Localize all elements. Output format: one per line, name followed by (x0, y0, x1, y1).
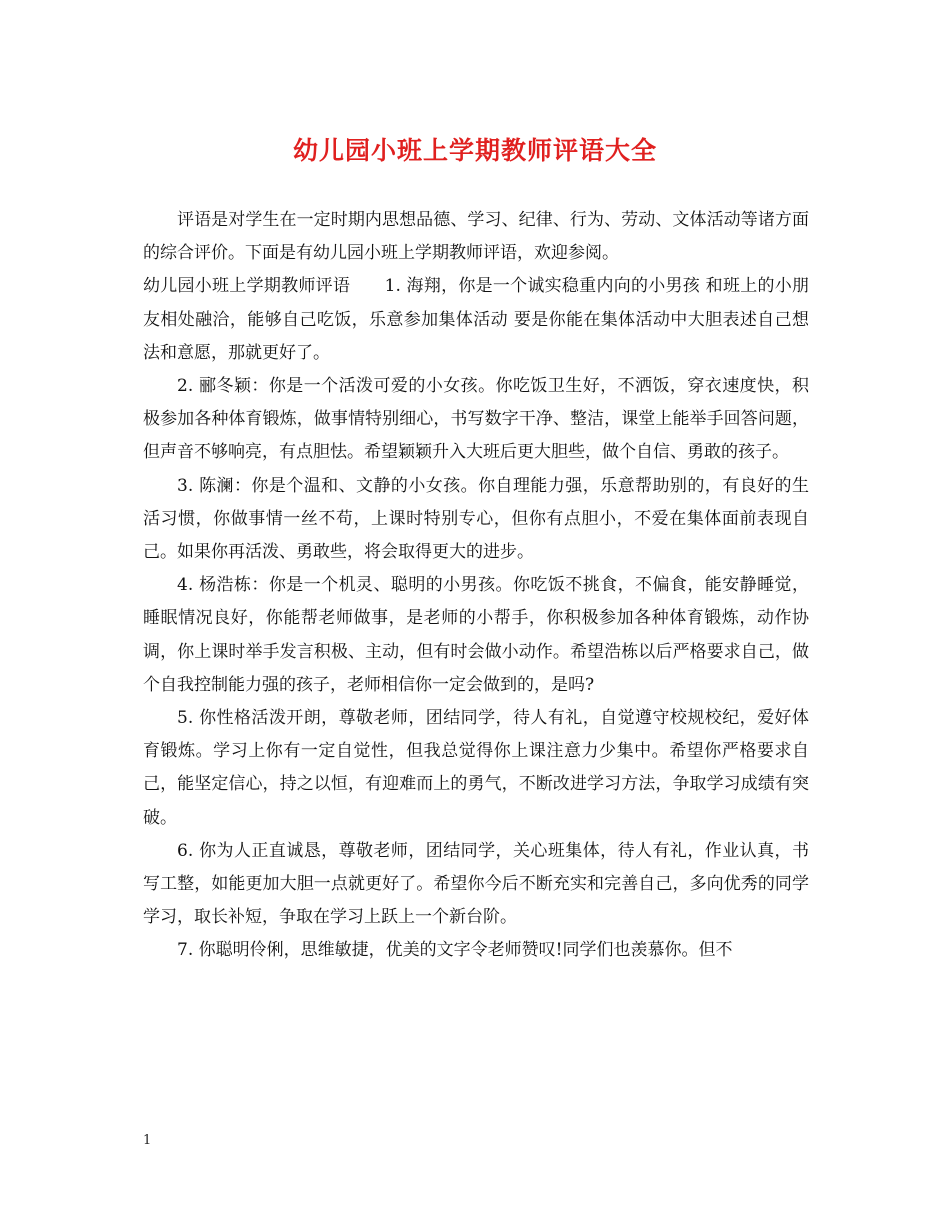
paragraph-comment-4: 4. 杨浩栋：你是一个机灵、聪明的小男孩。你吃饭不挑食，不偏食，能安静睡觉，睡眠情况良好，你能帮老师做事，是老师的小帮手，你积极参加各种体育锻炼，动作协调，你上课时举手发言积极、主动，但有时会做小动作。希望浩栋以后严格要求自己，做个自我控制能力强的孩子，老师相信你一定会做到的，是吗? (143, 575, 809, 695)
paragraph-comment-3: 3. 陈澜：你是个温和、文静的小女孩。你自理能力强，乐意帮助别的，有良好的生活习惯，你做事情一丝不苟，上课时特别专心，但你有点胆小，不爱在集体面前表现自己。如果你再活泼、勇敢些，将会取得更大的进步。 (143, 475, 809, 563)
document-body (143, 204, 809, 968)
document-title: 幼儿园小班上学期教师评语大全 (292, 136, 657, 165)
paragraph-intro: 评语是对学生在一定时期内思想品德、学习、纪律、行为、劳动、文体活动等诸方面的综合评价。下面是有幼儿园小班上学期教师评语，欢迎参阅。 (143, 210, 809, 264)
page-number: 1 (143, 1133, 152, 1148)
paragraph-comment-6: 6. 你为人正直诚恳，尊敬老师，团结同学，关心班集体，待人有礼，作业认真，书写工整，如能更加大胆一点就更好了。希望你今后不断充实和完善自己，多向优秀的同学学习，取长补短，争取在学习上跃上一个新台阶。 (143, 840, 809, 928)
paragraph-comment-1: 幼儿园小班上学期教师评语 1. 海翔，你是一个诚实稳重内向的小男孩 和班上的小朋友相处融洽，能够自己吃饭，乐意参加集体活动 要是你能在集体活动中大胆表述自己想法和意愿，那就更好了。 (143, 276, 809, 363)
paragraph-comment-5: 5. 你性格活泼开朗，尊敬老师，团结同学，待人有礼，自觉遵守校规校纪，爱好体育锻炼。学习上你有一定自觉性，但我总觉得你上课注意力少集中。希望你严格要求自己，能坚定信心，持之以恒，有迎难而上的勇气，不断改进学习方法，争取学习成绩有突破。 (143, 708, 809, 828)
paragraph-comment-7: 7. 你聪明伶俐，思维敏捷，优美的文字令老师赞叹!同学们也羡慕你。但不 (177, 940, 733, 961)
paragraph-comment-2: 2. 郦冬颖：你是一个活泼可爱的小女孩。你吃饭卫生好，不洒饭，穿衣速度快，积极参加各种体育锻炼，做事情特别细心，书写数字干净、整洁，课堂上能举手回答问题，但声音不够响亮，有点胆怯。希望颖颖升入大班后更大胆些，做个自信、勇敢的孩子。 (143, 376, 809, 463)
